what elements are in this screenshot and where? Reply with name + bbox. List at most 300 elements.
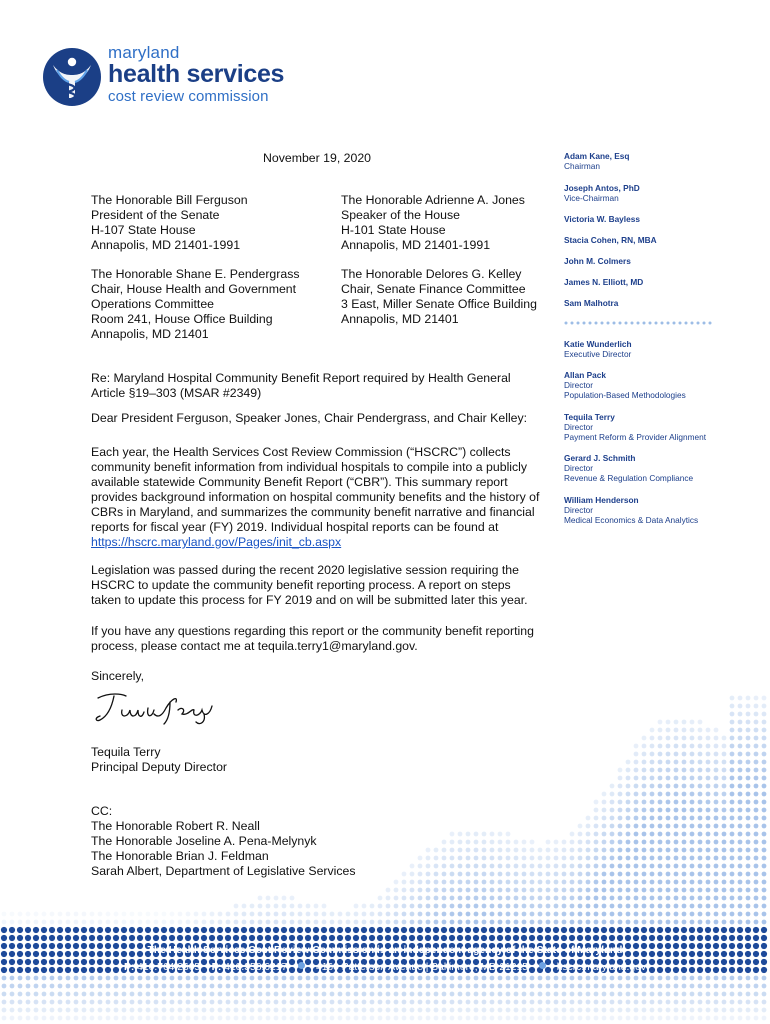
footer-dot xyxy=(650,752,655,757)
footer-dot xyxy=(586,872,591,877)
footer-dot xyxy=(154,992,159,997)
footer-dot xyxy=(730,712,735,717)
footer-dot xyxy=(738,800,743,805)
footer-dot xyxy=(410,992,415,997)
footer-dot xyxy=(18,1016,23,1021)
footer-dot xyxy=(730,920,735,925)
footer-dot xyxy=(705,927,711,933)
footer-dot xyxy=(658,848,663,853)
footer-dot xyxy=(626,920,631,925)
footer-dot xyxy=(154,976,159,981)
footer-dot xyxy=(2,912,7,917)
footer-dot xyxy=(210,1016,215,1021)
footer-dot xyxy=(49,935,55,941)
footer-dot xyxy=(722,824,727,829)
footer-dot xyxy=(594,984,599,989)
footer-dot xyxy=(297,927,303,933)
footer-dot xyxy=(722,976,727,981)
footer-dot xyxy=(290,912,295,917)
footer-dot xyxy=(193,927,199,933)
footer-dot xyxy=(682,760,687,765)
footer-dot xyxy=(594,840,599,845)
footer-dot xyxy=(361,927,367,933)
footer-dot xyxy=(658,752,663,757)
footer-dot xyxy=(682,792,687,797)
footer-dot xyxy=(394,904,399,909)
footer-dot xyxy=(530,992,535,997)
footer-dot xyxy=(610,840,615,845)
footer-dot xyxy=(466,840,471,845)
footer-dot xyxy=(698,864,703,869)
footer-dot xyxy=(674,720,679,725)
footer-dot xyxy=(121,935,127,941)
footer-dot xyxy=(586,832,591,837)
footer-dot xyxy=(585,935,591,941)
footer-dot xyxy=(322,912,327,917)
footer-dot xyxy=(490,896,495,901)
footer-dot xyxy=(146,920,151,925)
footer-dot xyxy=(714,880,719,885)
footer-dot xyxy=(698,880,703,885)
footer-dot xyxy=(522,976,527,981)
footer-dot xyxy=(274,1016,279,1021)
footer-dot xyxy=(626,984,631,989)
footer-dot xyxy=(690,912,695,917)
footer-dot xyxy=(578,1008,583,1013)
footer-dot xyxy=(722,912,727,917)
footer-dot xyxy=(42,1016,47,1021)
footer-dot xyxy=(218,912,223,917)
footer-dot xyxy=(530,912,535,917)
footer-dot xyxy=(642,736,647,741)
footer-dot xyxy=(546,1016,551,1021)
footer-dot xyxy=(674,888,679,893)
footer-dot xyxy=(650,840,655,845)
footer-dot xyxy=(682,728,687,733)
footer-dot xyxy=(706,992,711,997)
footer-dot xyxy=(482,856,487,861)
footer-dot xyxy=(274,984,279,989)
footer-dot xyxy=(650,736,655,741)
footer-dot xyxy=(498,880,503,885)
footer-dot xyxy=(18,984,23,989)
fax-label: F: xyxy=(211,962,222,973)
footer-dot xyxy=(402,976,407,981)
footer-dot xyxy=(369,935,375,941)
footer-dot xyxy=(98,992,103,997)
footer-dot xyxy=(602,792,607,797)
footer-dot xyxy=(738,896,743,901)
footer-dot xyxy=(330,984,335,989)
footer-dot xyxy=(738,816,743,821)
footer-dot xyxy=(354,1008,359,1013)
footer-dot xyxy=(738,696,743,701)
footer-dot xyxy=(602,992,607,997)
address-line: The Honorable Bill Ferguson xyxy=(91,193,248,207)
footer-dot xyxy=(706,744,711,749)
footer-dot xyxy=(762,976,767,981)
footer-dot xyxy=(650,992,655,997)
footer-dot xyxy=(434,848,439,853)
footer-dot xyxy=(642,840,647,845)
footer-dot xyxy=(57,927,63,933)
footer-dot xyxy=(170,976,175,981)
footer-dot xyxy=(690,784,695,789)
footer-dot xyxy=(626,816,631,821)
footer-dot xyxy=(106,912,111,917)
footer-dot xyxy=(658,736,663,741)
footer-dot xyxy=(522,920,527,925)
footer-dot xyxy=(474,832,479,837)
divider-dot xyxy=(625,322,628,325)
footer-dot xyxy=(586,904,591,909)
footer-dot xyxy=(762,880,767,885)
staff-entry xyxy=(564,495,698,525)
footer-dot xyxy=(426,880,431,885)
footer-dot xyxy=(722,808,727,813)
footer-dot xyxy=(546,888,551,893)
footer-dot xyxy=(642,888,647,893)
footer-dot xyxy=(17,935,23,941)
footer-dot xyxy=(762,888,767,893)
footer-dot xyxy=(354,1000,359,1005)
footer-dot xyxy=(690,864,695,869)
footer-dot xyxy=(218,1008,223,1013)
footer-dot xyxy=(482,984,487,989)
footer-dot xyxy=(26,912,31,917)
footer-dot xyxy=(618,800,623,805)
footer-dot xyxy=(306,976,311,981)
footer-dot xyxy=(746,904,751,909)
footer-dot xyxy=(2,920,7,925)
footer-dot xyxy=(137,927,143,933)
footer-dot xyxy=(34,984,39,989)
footer-dot xyxy=(233,935,239,941)
footer-dot xyxy=(218,992,223,997)
footer-dot xyxy=(674,760,679,765)
footer-dot xyxy=(578,984,583,989)
footer-dot xyxy=(610,912,615,917)
footer-dot xyxy=(370,1008,375,1013)
footer-dot xyxy=(658,760,663,765)
footer-dot xyxy=(114,1008,119,1013)
footer-dot xyxy=(650,776,655,781)
footer-dot xyxy=(474,840,479,845)
footer-dot xyxy=(354,976,359,981)
footer-dot xyxy=(394,1000,399,1005)
footer-dot xyxy=(682,744,687,749)
footer-dot xyxy=(186,984,191,989)
footer-dot xyxy=(706,864,711,869)
footer-dot xyxy=(82,1000,87,1005)
footer-dot xyxy=(706,832,711,837)
footer-dot xyxy=(66,1008,71,1013)
footer-dot xyxy=(730,896,735,901)
footer-dot xyxy=(530,904,535,909)
footer-dot xyxy=(738,912,743,917)
footer-dot xyxy=(690,888,695,893)
footer-dot xyxy=(394,1008,399,1013)
footer-dot xyxy=(90,992,95,997)
footer-dot xyxy=(546,976,551,981)
footer-dot xyxy=(106,920,111,925)
footer-dot xyxy=(690,976,695,981)
footer-dot xyxy=(97,927,103,933)
footer-dot xyxy=(386,992,391,997)
footer-dot xyxy=(666,864,671,869)
footer-dot xyxy=(690,1000,695,1005)
report-link[interactable]: https://hscrc.maryland.gov/Pages/init_cb.aspx xyxy=(91,535,342,549)
footer-dot xyxy=(58,992,63,997)
footer-dot xyxy=(353,927,359,933)
footer-dot xyxy=(426,976,431,981)
footer-dot xyxy=(746,992,751,997)
footer-dot xyxy=(658,728,663,733)
footer-dot xyxy=(66,976,71,981)
footer-dot xyxy=(618,848,623,853)
footer-dot xyxy=(578,1000,583,1005)
footer-dot xyxy=(586,1008,591,1013)
footer-dot xyxy=(42,1008,47,1013)
footer-dot xyxy=(66,1016,71,1021)
footer-dot xyxy=(650,912,655,917)
footer-dot xyxy=(650,1008,655,1013)
staff-entry xyxy=(564,370,686,400)
footer-dot xyxy=(306,1008,311,1013)
footer-dot xyxy=(58,1000,63,1005)
footer-dot xyxy=(298,992,303,997)
footer-dot xyxy=(570,1000,575,1005)
footer-dot xyxy=(650,768,655,773)
footer-dot xyxy=(402,872,407,877)
footer-dot xyxy=(386,920,391,925)
footer-dot xyxy=(690,760,695,765)
footer-dot xyxy=(617,935,623,941)
footer-dot xyxy=(553,935,559,941)
footer-dot xyxy=(674,792,679,797)
footer-dot xyxy=(618,888,623,893)
footer-dot xyxy=(706,872,711,877)
divider-dot xyxy=(589,322,592,325)
footer-dot xyxy=(466,888,471,893)
footer-dot xyxy=(658,768,663,773)
footer-dot xyxy=(394,984,399,989)
footer-dot xyxy=(354,984,359,989)
footer-dot xyxy=(466,976,471,981)
footer-dot xyxy=(674,912,679,917)
divider-dot xyxy=(577,322,580,325)
footer-dot xyxy=(690,752,695,757)
footer-dot xyxy=(729,927,735,933)
footer-dot xyxy=(482,992,487,997)
footer-dot xyxy=(698,984,703,989)
footer-dot xyxy=(274,992,279,997)
footer-dot xyxy=(666,872,671,877)
footer-dot xyxy=(434,864,439,869)
divider-dot xyxy=(595,322,598,325)
footer-dot xyxy=(426,904,431,909)
footer-dot xyxy=(234,904,239,909)
website[interactable]: hscrc.maryland.gov xyxy=(556,962,646,973)
footer-dot xyxy=(522,856,527,861)
footer-dot xyxy=(58,912,63,917)
footer-dot xyxy=(754,808,759,813)
footer-dot xyxy=(306,920,311,925)
footer-dot xyxy=(322,984,327,989)
footer-dot xyxy=(474,848,479,853)
footer-dot xyxy=(714,760,719,765)
footer-dot xyxy=(346,912,351,917)
cc-entry: The Honorable Brian J. Feldman xyxy=(91,849,269,863)
footer-dot xyxy=(281,935,287,941)
footer-dot xyxy=(746,792,751,797)
footer-dot xyxy=(474,912,479,917)
footer-dot xyxy=(578,920,583,925)
footer-dot xyxy=(410,1000,415,1005)
footer-dot xyxy=(554,992,559,997)
commissioner-name: Stacia Cohen, RN, MBA xyxy=(564,235,657,245)
footer-dot xyxy=(610,992,615,997)
footer-dot xyxy=(650,872,655,877)
footer-dot xyxy=(290,984,295,989)
footer-dot xyxy=(698,1000,703,1005)
footer-dot xyxy=(530,880,535,885)
footer-dot xyxy=(690,1016,695,1021)
footer-dot xyxy=(402,992,407,997)
footer-dot xyxy=(650,896,655,901)
footer-dot xyxy=(505,927,511,933)
footer-dot xyxy=(706,1008,711,1013)
footer-dot xyxy=(626,1000,631,1005)
footer-dot xyxy=(458,856,463,861)
footer-dot xyxy=(482,912,487,917)
footer-dot xyxy=(714,976,719,981)
footer-dot xyxy=(121,927,127,933)
footer-dot xyxy=(58,1008,63,1013)
footer-dot xyxy=(186,1008,191,1013)
footer-dot xyxy=(58,976,63,981)
footer-dot xyxy=(330,920,335,925)
footer-dot xyxy=(194,1008,199,1013)
footer-dot xyxy=(458,984,463,989)
footer-dot xyxy=(442,864,447,869)
footer-dot xyxy=(673,927,679,933)
footer-dot xyxy=(626,872,631,877)
footer-dot xyxy=(762,728,767,733)
footer-dot xyxy=(442,1008,447,1013)
footer-dot xyxy=(674,976,679,981)
footer-dot xyxy=(329,935,335,941)
footer-dot xyxy=(378,912,383,917)
footer-dot xyxy=(698,736,703,741)
footer-dot xyxy=(498,840,503,845)
footer-dot xyxy=(585,927,591,933)
footer-dot xyxy=(266,1000,271,1005)
footer-dot xyxy=(58,984,63,989)
footer-dot xyxy=(545,935,551,941)
footer-dot xyxy=(122,976,127,981)
footer-dot xyxy=(650,832,655,837)
footer-dot xyxy=(482,904,487,909)
footer-dot xyxy=(570,992,575,997)
footer-dot xyxy=(465,935,471,941)
footer-dot xyxy=(641,927,647,933)
footer-dot xyxy=(386,1008,391,1013)
footer-dot xyxy=(738,784,743,789)
footer-dot xyxy=(82,976,87,981)
footer-dot xyxy=(458,976,463,981)
footer-dot xyxy=(666,776,671,781)
footer-dot xyxy=(706,888,711,893)
footer-dot xyxy=(322,976,327,981)
footer-dot xyxy=(386,1016,391,1021)
footer-dot xyxy=(226,912,231,917)
footer-dot xyxy=(730,856,735,861)
footer-dot xyxy=(746,896,751,901)
footer-dot xyxy=(410,880,415,885)
footer-dot xyxy=(666,992,671,997)
footer-dot xyxy=(50,984,55,989)
footer-dot xyxy=(426,864,431,869)
footer-dot xyxy=(386,1000,391,1005)
footer-dot xyxy=(194,920,199,925)
footer-dot xyxy=(665,927,671,933)
footer-dot xyxy=(762,912,767,917)
footer-dot xyxy=(58,920,63,925)
footer-dot xyxy=(378,920,383,925)
footer-dot xyxy=(690,824,695,829)
footer-dot xyxy=(594,808,599,813)
footer-dot xyxy=(618,784,623,789)
footer-dot xyxy=(161,935,167,941)
footer-dot xyxy=(345,927,351,933)
footer-dot xyxy=(577,935,583,941)
footer-dot xyxy=(649,927,655,933)
footer-dot xyxy=(282,984,287,989)
footer-dot xyxy=(610,920,615,925)
footer-dot xyxy=(674,904,679,909)
footer-dot xyxy=(450,848,455,853)
footer-dot xyxy=(754,880,759,885)
footer-dot xyxy=(562,1016,567,1021)
footer-dot xyxy=(522,864,527,869)
footer-dot xyxy=(610,864,615,869)
footer-dot xyxy=(714,872,719,877)
footer-dot xyxy=(562,848,567,853)
footer-dot xyxy=(178,992,183,997)
subject-line: Re: Maryland Hospital Community Benefit Report required by Health General Article §19–303 (MSAR #2349) xyxy=(91,371,511,400)
footer-dot xyxy=(642,984,647,989)
footer-dot xyxy=(666,984,671,989)
recipient-address-pendergrass xyxy=(91,267,300,342)
footer-dot xyxy=(634,816,639,821)
address-line: H-107 State House xyxy=(91,223,196,237)
footer-dot xyxy=(594,824,599,829)
footer-dot xyxy=(690,792,695,797)
staff-name: Allan Pack xyxy=(564,370,606,380)
footer-dot xyxy=(570,896,575,901)
footer-dot xyxy=(242,1000,247,1005)
footer-dot xyxy=(722,872,727,877)
footer-dot xyxy=(658,992,663,997)
footer-dot xyxy=(402,1000,407,1005)
footer-dot xyxy=(618,808,623,813)
footer-dot xyxy=(66,920,71,925)
address-line: Annapolis, MD 21401 xyxy=(341,312,459,326)
footer-dot xyxy=(482,1016,487,1021)
footer-dot xyxy=(545,927,551,933)
footer-dot xyxy=(10,1000,15,1005)
